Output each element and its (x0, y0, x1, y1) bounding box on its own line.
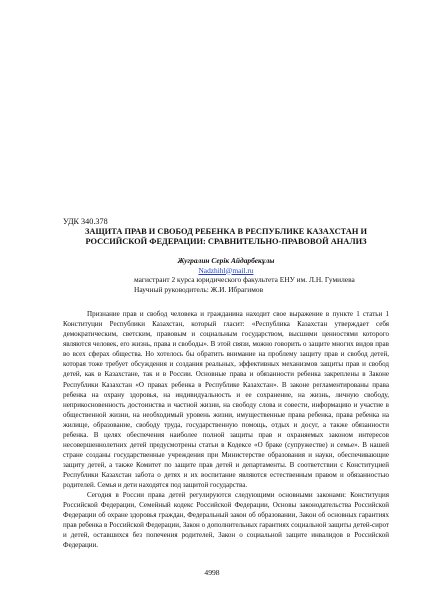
author-email-link[interactable]: Nadzhihl@mail.ru (198, 265, 254, 275)
paragraph-1: Признание прав и свобод человека и гражданина находит свое выражение в пункте 1 статьи 1 Конституции Республики Казахстан, который гласит: «Республика Казахстан утверждает себя демократическим, светским, правовым и социальным государством, высшими ценностями которого являются человек, его жизнь, права и свободы». В этой связи, можно говорить о защите многих видов прав во всех сферах общества. Но хотелось бы обратить внимание на проблему защиту прав и свобод детей, которая тоже требует обсуждения и создания реальных, эффективных механизмов защиты прав и свобод детей, как в Казахстане, так и в России. Основные права и обязанности ребенка закреплены в Законе Республики Казахстан «О правах ребенка в Республике Казахстан». В законе регламентированы права ребенка на охрану здоровья, на индивидуальность и ее сохранение, на жизнь, личную свободу, неприкосновенность достоинства и частной жизни, на свободу слова и совести, информацию и участие в общественной жизни, на необходимый уровень жизни, имущественные права ребенка, права ребенка на жилище, образование, свободу труда, государственную помощь, отдых и досуг, а также обязанности ребенка. В целях обеспечения наиболее полной защиты прав и охраняемых законом интересов несовершеннолетних детей предусмотрены статьи в Кодексе «О браке (супружестве) и семье». В нашей стране созданы государственные учреждения при Министерстве образования и науки, обеспечивающие защиту детей, а также Комитет по защите прав детей и департаменты. В соответствии с Конституцией Республики Казахстан забота о детях и их воспитание являются естественным правом и обязанностью родителей. Семья и дети находятся под защитой государства. (63, 310, 389, 489)
udk-code: УДК 340.378 (63, 217, 108, 226)
article-title-line-1: ЗАЩИТА ПРАВ И СВОБОД РЕБЕНКА В РЕСПУБЛИКЕ КАЗАХСТАН И (85, 227, 367, 236)
author-affiliation: магистрант 2 курса юридического факультета ЕНУ им. Л.Н. Гумилева (134, 275, 355, 284)
scientific-supervisor: Научный руководитель: Ж.И. Ибрагимов (134, 284, 264, 294)
page-number: 4998 (204, 568, 220, 577)
author-name: Жугралин Серік Айдарбекұлы (177, 256, 275, 265)
article-title-line-2: РОССИЙСКОЙ ФЕДЕРАЦИИ: СРАВНИТЕЛЬНО-ПРАВОВОЙ АНАЛИЗ (85, 237, 367, 246)
article-body (63, 309, 389, 550)
paragraph-2: Сегодня в России права детей регулируются следующими основными законами: Конституция Российской Федерации, Семейный кодекс Российской Федерации, Основы законодательства Российской Федерации об охране здоровья граждан, Федеральный закон об образовании, Закон об основных гарантиях прав ребенка в Российской Федерации, Закон о дополнительных гарантиях социальной защиты детей-сирот и детей, оставшихся без попечения родителей, Закон о социальной защите инвалидов в Российской Федерации. (63, 491, 389, 550)
article (63, 217, 389, 550)
